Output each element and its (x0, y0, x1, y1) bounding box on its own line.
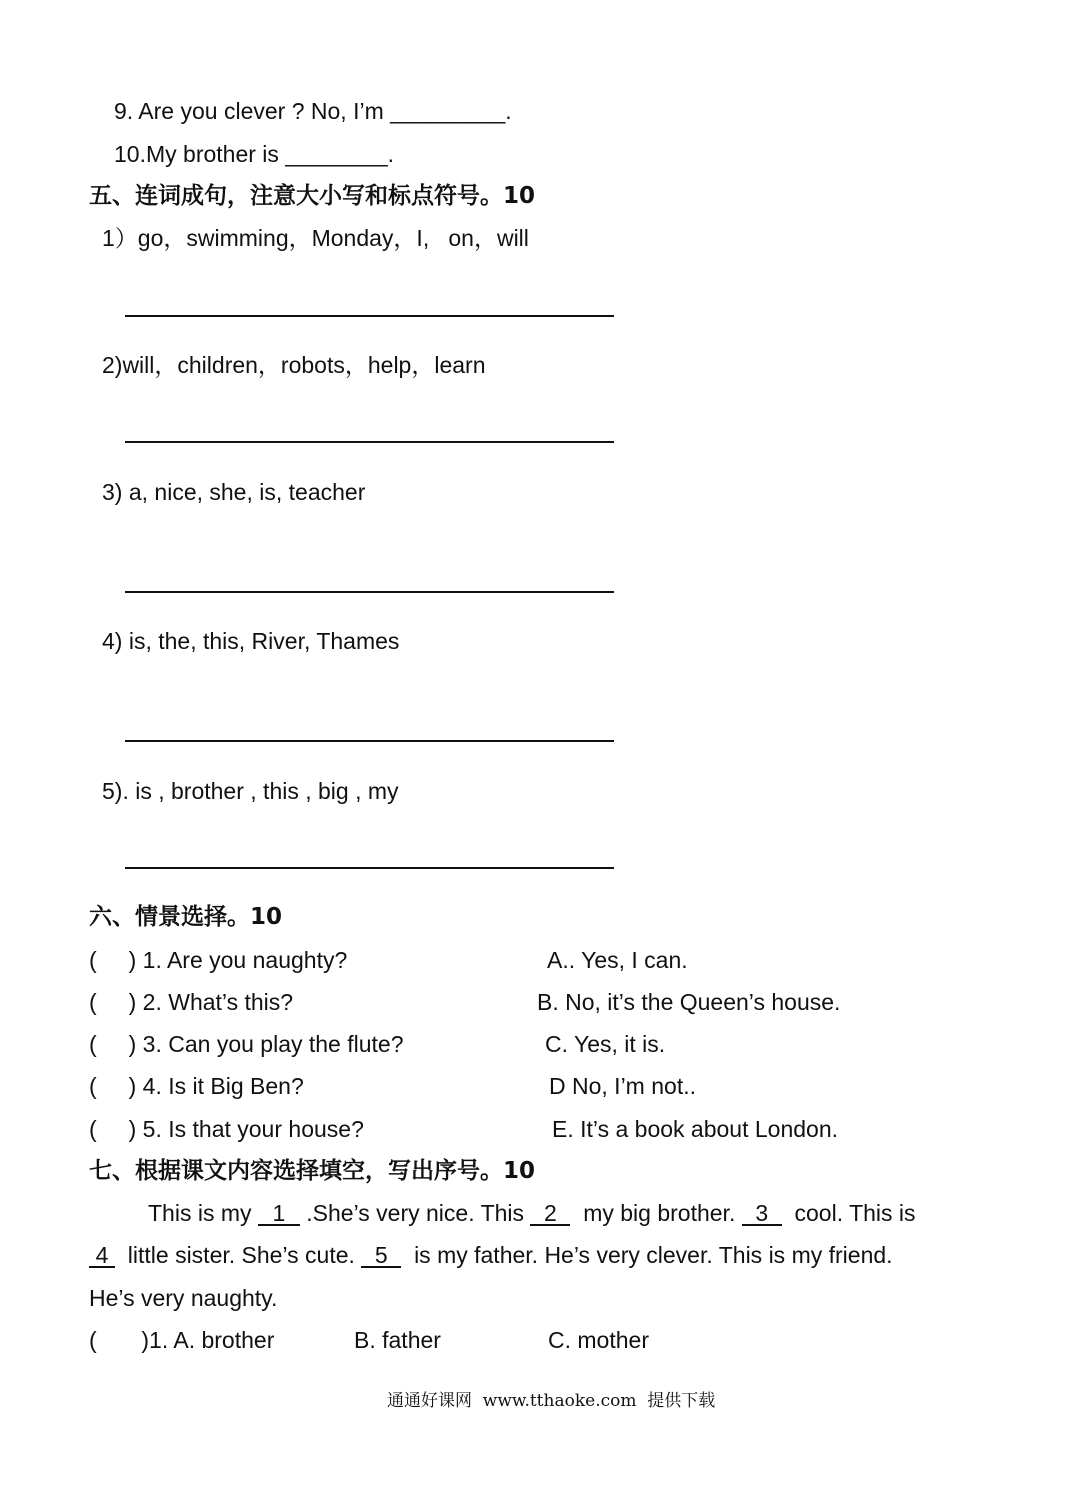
s7-paragraph-line-3: He’s very naughty. (89, 1285, 278, 1311)
s6-question-3: ( ) 3. Can you play the flute? (89, 1031, 404, 1057)
section5-title: 五、连词成句，注意大小写和标点符号。10 (89, 183, 536, 209)
s6-answer-d: D No, I’m not.. (549, 1073, 696, 1099)
answer-line-4 (125, 740, 614, 742)
s5-item-4: 4) is, the, this, River, Thames (102, 628, 400, 654)
s6-question-4: ( ) 4. Is it Big Ben? (89, 1073, 304, 1099)
answer-line-3 (125, 591, 614, 593)
s7-paragraph-line-1 (148, 1199, 916, 1227)
s7-q1-option-b: B. father (354, 1327, 441, 1353)
answer-line-1 (125, 315, 614, 317)
s7-text: .She’s very nice. This (299, 1200, 531, 1226)
s7-paragraph-line-2 (89, 1241, 893, 1269)
s5-item-3: 3) a, nice, she, is, teacher (102, 479, 366, 505)
s6-answer-c: C. Yes, it is. (545, 1031, 666, 1057)
s5-item-1: 1）go，swimming，Monday，I, on，will (102, 225, 529, 251)
s6-question-5: ( ) 5. Is that your house? (89, 1116, 364, 1142)
s7-question-1: ( )1. A. brother (89, 1327, 275, 1353)
s7-q1-option-c: C. mother (548, 1327, 649, 1353)
s5-item-5: 5). is , brother , this , big , my (102, 778, 399, 804)
s7-text: This is my (148, 1200, 258, 1226)
section6-title: 六、情景选择。10 (89, 904, 283, 930)
blank-1: 1 (258, 1202, 300, 1226)
fill-item-10: 10.My brother is ________. (114, 141, 395, 167)
answer-line-5 (125, 867, 614, 869)
blank-2: 2 (530, 1202, 570, 1226)
section7-title: 七、根据课文内容选择填空，写出序号。10 (89, 1158, 536, 1184)
s6-answer-b: B. No, it’s the Queen’s house. (537, 989, 841, 1015)
page-footer: 通通好课网 www.tthaoke.com 提供下载 (387, 1391, 716, 1411)
answer-line-2 (125, 441, 614, 443)
fill-item-9: 9. Are you clever ? No, I’m _________. (114, 98, 512, 124)
s6-question-2: ( ) 2. What’s this? (89, 989, 294, 1015)
s6-question-1: ( ) 1. Are you naughty? (89, 947, 348, 973)
s6-answer-e: E. It’s a book about London. (552, 1116, 839, 1142)
s7-text: is my father. He’s very clever. This is my friend. (401, 1242, 893, 1268)
s5-item-2: 2)will，children，robots，help，learn (102, 352, 486, 378)
blank-5: 5 (361, 1244, 401, 1268)
s7-text: my big brother. (570, 1200, 742, 1226)
blank-3: 3 (742, 1202, 782, 1226)
s6-answer-a: A.. Yes, I can. (547, 947, 688, 973)
s7-text: cool. This is (781, 1200, 916, 1226)
s7-text: little sister. She’s cute. (115, 1242, 362, 1268)
blank-4: 4 (89, 1244, 115, 1268)
